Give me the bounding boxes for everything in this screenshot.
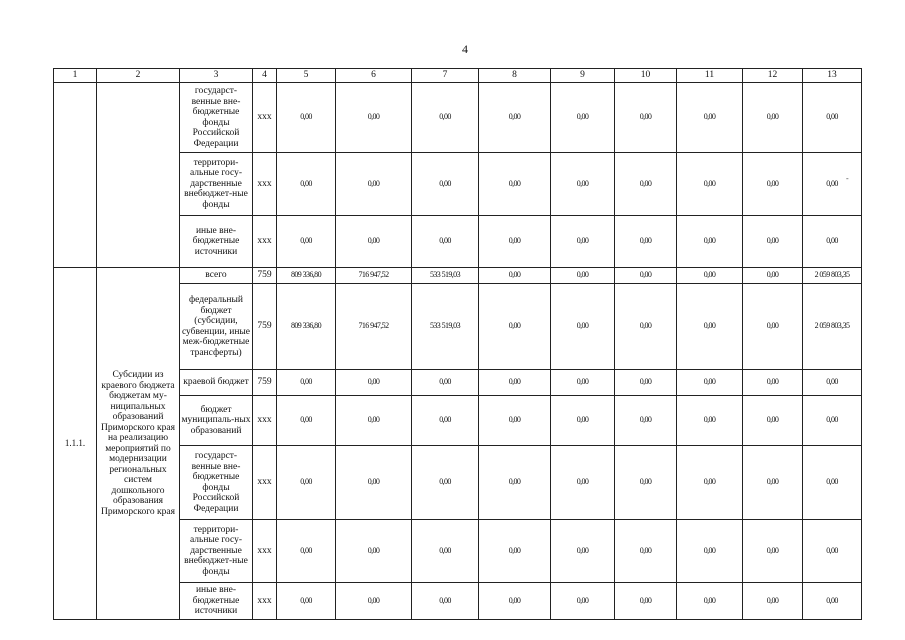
value-cell: 0,00 [615, 520, 677, 583]
code-cell: xxx [253, 583, 277, 620]
measure-name-cell [97, 83, 180, 268]
value-cell: 0,00 [743, 446, 803, 520]
value-cell: 0,00 [412, 216, 479, 268]
value-cell: 0,00 [551, 83, 615, 153]
value-cell: 0,00 [551, 284, 615, 370]
funding-source-cell: государст-венные вне-бюджетные фонды Российской Федерации [180, 446, 253, 520]
value-cell: 0,00 [551, 520, 615, 583]
value-cell: 809 336,80 [277, 268, 336, 284]
funding-source-cell: территори-альные госу-дарственные внебюджет-ные фонды [180, 153, 253, 216]
value-cell: 716 947,52 [336, 284, 412, 370]
value-cell: 533 519,03 [412, 284, 479, 370]
value-cell: 0,00 [677, 153, 743, 216]
row-number-cell: 1.1.1. [54, 268, 97, 620]
page-number: 4 [462, 42, 468, 56]
value-cell: 809 336,80 [277, 284, 336, 370]
value-cell: 0,00 [803, 583, 862, 620]
value-cell: 0,00 [743, 370, 803, 396]
value-cell: 0,00 [479, 216, 551, 268]
row-number-cell [54, 83, 97, 268]
header-cell: 11 [677, 69, 743, 83]
value-cell: 0,00 [615, 83, 677, 153]
value-cell: 0,00 [479, 153, 551, 216]
table-row [54, 83, 862, 153]
value-cell: 0,00 [479, 520, 551, 583]
code-cell: xxx [253, 446, 277, 520]
value-cell: 0,00 [803, 370, 862, 396]
value-cell: 0,00 [336, 520, 412, 583]
value-cell: 0,00 [412, 83, 479, 153]
value-cell: 0,00 [743, 83, 803, 153]
value-cell: 533 519,03 [412, 268, 479, 284]
table-row [54, 268, 862, 284]
value-cell: 0,00 [277, 583, 336, 620]
value-cell: 0,00 [803, 153, 862, 216]
scan-mark: - [846, 174, 849, 183]
value-cell: 0,00 [743, 583, 803, 620]
header-row [54, 69, 862, 83]
header-cell: 4 [253, 69, 277, 83]
value-cell: 0,00 [336, 216, 412, 268]
value-cell: 0,00 [677, 520, 743, 583]
budget-table [53, 68, 862, 620]
value-cell: 0,00 [615, 446, 677, 520]
value-cell: 0,00 [479, 83, 551, 153]
value-cell: 0,00 [615, 396, 677, 446]
value-cell: 0,00 [615, 153, 677, 216]
value-cell: 0,00 [336, 446, 412, 520]
header-cell: 10 [615, 69, 677, 83]
value-cell: 0,00 [277, 83, 336, 153]
value-cell: 0,00 [677, 583, 743, 620]
header-cell: 2 [97, 69, 180, 83]
code-cell: xxx [253, 396, 277, 446]
header-cell: 5 [277, 69, 336, 83]
value-cell: 0,00 [677, 370, 743, 396]
value-cell: 0,00 [412, 520, 479, 583]
value-cell: 0,00 [743, 396, 803, 446]
measure-name-cell: Субсидии из краевого бюджета бюджетам му-ниципальных образований Приморского края на реализацию мероприятий по модернизации региональных систем дошкольного образования Приморского края [97, 268, 180, 620]
code-cell: xxx [253, 520, 277, 583]
value-cell: 0,00 [479, 370, 551, 396]
value-cell: 0,00 [677, 284, 743, 370]
code-cell: 759 [253, 284, 277, 370]
header-cell: 13 [803, 69, 862, 83]
value-cell: 0,00 [803, 83, 862, 153]
value-cell: 0,00 [551, 216, 615, 268]
funding-source-cell: территори-альные госу-дарственные внебюджет-ные фонды [180, 520, 253, 583]
value-cell: 0,00 [479, 446, 551, 520]
value-cell: 0,00 [551, 370, 615, 396]
header-cell: 9 [551, 69, 615, 83]
value-cell: 0,00 [743, 520, 803, 583]
value-cell: 0,00 [277, 396, 336, 446]
value-cell: 0,00 [743, 284, 803, 370]
value-cell: 0,00 [615, 268, 677, 284]
code-cell: xxx [253, 216, 277, 268]
funding-source-cell: краевой бюджет [180, 370, 253, 396]
value-cell: 0,00 [677, 446, 743, 520]
value-cell: 0,00 [677, 216, 743, 268]
funding-source-cell: иные вне-бюджетные источники [180, 216, 253, 268]
value-cell: 0,00 [743, 216, 803, 268]
value-cell: 0,00 [336, 83, 412, 153]
value-cell: 0,00 [479, 583, 551, 620]
value-cell: 0,00 [743, 153, 803, 216]
value-cell: 0,00 [677, 396, 743, 446]
value-cell: 0,00 [615, 370, 677, 396]
value-cell: 0,00 [803, 396, 862, 446]
value-cell: 0,00 [803, 216, 862, 268]
value-cell: 0,00 [479, 284, 551, 370]
funding-source-cell: всего [180, 268, 253, 284]
value-cell: 0,00 [803, 520, 862, 583]
value-cell: 0,00 [615, 216, 677, 268]
value-cell: 0,00 [336, 153, 412, 216]
value-cell: 0,00 [479, 396, 551, 446]
value-cell: 0,00 [277, 370, 336, 396]
value-cell: 2 059 803,35 [803, 284, 862, 370]
value-cell: 0,00 [412, 396, 479, 446]
value-cell: 0,00 [336, 370, 412, 396]
value-cell: 0,00 [412, 583, 479, 620]
header-cell: 7 [412, 69, 479, 83]
value-cell: 0,00 [551, 268, 615, 284]
value-cell: 0,00 [743, 268, 803, 284]
value-cell: 0,00 [412, 446, 479, 520]
value-cell: 0,00 [336, 583, 412, 620]
funding-source-cell: государст-венные вне-бюджетные фонды Российской Федерации [180, 83, 253, 153]
value-cell: 0,00 [615, 583, 677, 620]
value-cell: 0,00 [277, 216, 336, 268]
value-cell: 0,00 [615, 284, 677, 370]
code-cell: 759 [253, 370, 277, 396]
value-cell: 0,00 [412, 370, 479, 396]
code-cell: 759 [253, 268, 277, 284]
code-cell: xxx [253, 153, 277, 216]
code-cell: xxx [253, 83, 277, 153]
value-cell: 0,00 [803, 446, 862, 520]
value-cell: 0,00 [277, 520, 336, 583]
value-cell: 0,00 [277, 153, 336, 216]
funding-source-cell: иные вне-бюджетные источники [180, 583, 253, 620]
header-cell: 12 [743, 69, 803, 83]
header-cell: 3 [180, 69, 253, 83]
value-cell: 0,00 [479, 268, 551, 284]
value-cell: 0,00 [677, 268, 743, 284]
header-cell: 6 [336, 69, 412, 83]
funding-source-cell: бюджет муниципаль-ных образований [180, 396, 253, 446]
value-cell: 716 947,52 [336, 268, 412, 284]
value-cell: 0,00 [551, 396, 615, 446]
value-cell: 2 059 803,35 [803, 268, 862, 284]
value-cell: 0,00 [551, 446, 615, 520]
value-cell: 0,00 [277, 446, 336, 520]
value-cell: 0,00 [551, 583, 615, 620]
value-cell: 0,00 [412, 153, 479, 216]
header-cell: 1 [54, 69, 97, 83]
value-cell: 0,00 [677, 83, 743, 153]
header-cell: 8 [479, 69, 551, 83]
value-cell: 0,00 [551, 153, 615, 216]
funding-source-cell: федеральный бюджет (субсидии, субвенции, иные меж-бюджетные трансферты) [180, 284, 253, 370]
value-cell: 0,00 [336, 396, 412, 446]
